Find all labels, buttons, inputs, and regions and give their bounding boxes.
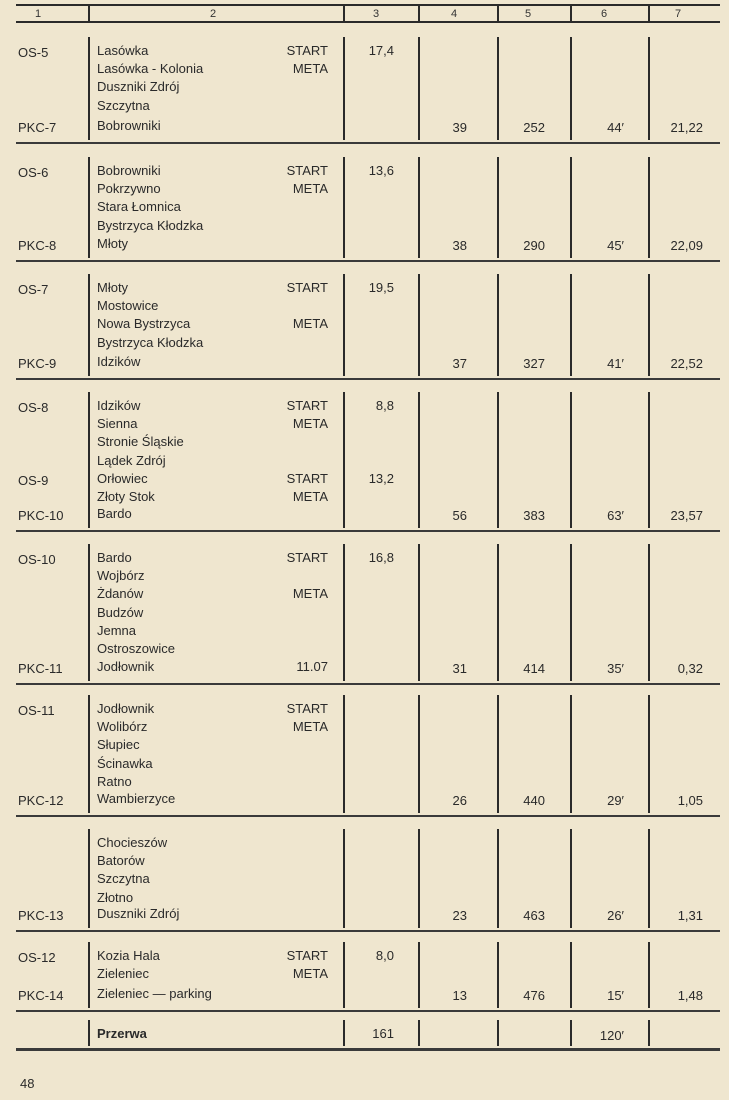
start-meta-label: META — [292, 966, 328, 982]
column-divider — [497, 392, 499, 528]
header-divider — [497, 5, 499, 22]
place-name: Szczytna — [97, 871, 150, 887]
column-divider — [343, 829, 345, 928]
header-divider — [418, 5, 420, 22]
start-meta-label: 11.07 — [296, 659, 328, 674]
column-divider — [88, 392, 90, 528]
column-divider — [570, 695, 572, 813]
section-rule — [16, 142, 720, 144]
place-name: Złoty Stok — [97, 489, 155, 504]
place-name: Przerwa — [97, 1026, 147, 1041]
place-name: Słupiec — [97, 737, 140, 753]
place-name: Idzików — [97, 354, 141, 369]
place-name: Młoty — [97, 236, 129, 251]
column-divider — [497, 157, 499, 258]
column-divider — [497, 274, 499, 376]
start-meta-label: META — [292, 416, 328, 432]
start-meta-label: START — [286, 398, 328, 413]
column-divider — [497, 1020, 499, 1046]
column-divider — [418, 829, 420, 928]
column-header-4: 4 — [451, 8, 458, 20]
place-name: Batorów — [97, 853, 145, 869]
column-divider — [570, 829, 572, 928]
place-name: Orłowiec — [97, 470, 148, 486]
place-name: Bystrzyca Kłodzka — [97, 334, 204, 350]
column-header-3: 3 — [373, 8, 380, 20]
start-meta-label: META — [292, 489, 328, 504]
place-name: Młoty — [97, 280, 129, 295]
column-divider — [88, 942, 90, 1008]
col5-value: 252 — [523, 120, 545, 135]
place-name: Bardo — [97, 550, 132, 565]
place-name: Mostowice — [97, 298, 159, 314]
column-divider — [648, 829, 650, 928]
column-divider — [418, 942, 420, 1008]
place-name: Chocieszów — [97, 835, 168, 850]
place-name: Nowa Bystrzyca — [97, 316, 191, 332]
stage-code: PKC-13 — [18, 908, 64, 923]
column-divider — [343, 37, 345, 140]
stage-code: OS-10 — [18, 552, 56, 567]
page-number: 48 — [20, 1076, 35, 1091]
start-meta-label: START — [286, 701, 328, 716]
place-name: Ratno — [97, 773, 132, 789]
column-header-5: 5 — [525, 8, 532, 20]
column-divider — [418, 695, 420, 813]
column-divider — [343, 695, 345, 813]
column-divider — [570, 157, 572, 258]
column-divider — [343, 392, 345, 528]
col4-value: 26 — [452, 793, 467, 808]
header-top-rule — [16, 4, 720, 6]
column-divider — [497, 695, 499, 813]
place-name: Żdanów — [97, 586, 144, 602]
column-divider — [418, 392, 420, 528]
place-name: Budzów — [97, 604, 144, 620]
col4-value: 13 — [452, 988, 467, 1003]
column-divider — [648, 1020, 650, 1046]
column-divider — [88, 695, 90, 813]
col4-value: 38 — [452, 238, 467, 253]
stage-code: OS-5 — [18, 45, 49, 60]
place-name: Jemna — [97, 622, 137, 638]
column-divider — [343, 157, 345, 258]
time-value: 35′ — [607, 661, 624, 676]
column-divider — [570, 1020, 572, 1046]
place-name: Złotno — [97, 889, 134, 905]
column-divider — [418, 1020, 420, 1046]
column-divider — [570, 544, 572, 681]
start-meta-label: START — [286, 280, 328, 295]
stage-code: PKC-14 — [18, 988, 64, 1003]
column-divider — [570, 274, 572, 376]
section-rule — [16, 815, 720, 817]
clock-value: 0,32 — [677, 661, 703, 676]
col4-value: 37 — [452, 356, 467, 371]
column-divider — [343, 1020, 345, 1046]
stage-code: OS-6 — [18, 165, 49, 180]
place-name: Stronie Śląskie — [97, 434, 184, 450]
place-name: Pokrzywno — [97, 181, 161, 197]
column-divider — [88, 274, 90, 376]
col5-value: 383 — [523, 508, 545, 523]
place-name: Bystrzyca Kłodzka — [97, 217, 204, 233]
stage-code: PKC-12 — [18, 793, 64, 808]
col5-value: 440 — [523, 793, 545, 808]
time-value: 44′ — [607, 120, 624, 135]
section-rule — [16, 378, 720, 380]
header-bottom-rule — [16, 21, 720, 23]
column-divider — [418, 274, 420, 376]
section-rule — [16, 683, 720, 685]
stage-code: PKC-8 — [18, 238, 57, 253]
column-divider — [570, 942, 572, 1008]
stage-code: OS-7 — [18, 282, 49, 297]
start-meta-label: META — [292, 719, 328, 735]
place-name: Zieleniec — parking — [97, 986, 212, 1001]
clock-value: 1,48 — [677, 988, 703, 1003]
start-meta-label: START — [286, 948, 328, 963]
section-rule — [16, 1010, 720, 1012]
col4-value: 39 — [452, 120, 467, 135]
column-divider — [648, 942, 650, 1008]
stage-code: OS-11 — [18, 703, 55, 718]
clock-value: 1,31 — [677, 908, 703, 923]
section-rule — [16, 930, 720, 932]
distance: 8,8 — [375, 398, 394, 413]
column-divider — [648, 37, 650, 140]
start-meta-label: META — [292, 181, 328, 197]
start-meta-label: META — [292, 316, 328, 332]
column-divider — [418, 37, 420, 140]
time-value: 63′ — [607, 508, 624, 523]
clock-value: 22,52 — [670, 356, 703, 371]
place-name: Lasówka - Kolonia — [97, 61, 204, 77]
column-divider — [88, 1020, 90, 1046]
column-divider — [343, 274, 345, 376]
start-meta-label: START — [286, 43, 328, 58]
start-meta-label: META — [292, 586, 328, 602]
column-divider — [88, 37, 90, 140]
distance: 17,4 — [368, 43, 394, 58]
section-rule — [16, 1048, 720, 1051]
column-divider — [497, 829, 499, 928]
place-name: Ścinawka — [97, 755, 153, 771]
start-meta-label: META — [292, 61, 328, 77]
place-name: Bobrowniki — [97, 163, 161, 178]
stage-code: PKC-10 — [18, 508, 64, 523]
column-divider — [88, 829, 90, 928]
time-value: 45′ — [607, 238, 624, 253]
place-name: Jodłownik — [97, 701, 155, 716]
place-name: Zieleniec — [97, 966, 150, 982]
column-divider — [648, 392, 650, 528]
distance: 13,6 — [368, 163, 394, 178]
col5-value: 414 — [523, 661, 545, 676]
place-name: Sienna — [97, 416, 138, 432]
place-name: Lądek Zdrój — [97, 452, 166, 468]
column-header-2: 2 — [210, 8, 217, 20]
place-name: Szczytna — [97, 97, 150, 113]
place-name: Duszniki Zdrój — [97, 79, 180, 95]
header-divider — [570, 5, 572, 22]
clock-value: 1,05 — [677, 793, 703, 808]
column-divider — [497, 942, 499, 1008]
column-divider — [570, 37, 572, 140]
column-divider — [648, 274, 650, 376]
place-name: Idzików — [97, 398, 141, 413]
column-divider — [648, 695, 650, 813]
section-rule — [16, 260, 720, 262]
col4-value: 23 — [452, 908, 467, 923]
time-value: 41′ — [607, 356, 624, 371]
header-divider — [648, 5, 650, 22]
column-divider — [418, 157, 420, 258]
clock-value: 22,09 — [670, 238, 703, 253]
column-header-1: 1 — [35, 8, 42, 20]
clock-value: 23,57 — [670, 508, 703, 523]
col5-value: 327 — [523, 356, 545, 371]
place-name: Stara Łomnica — [97, 199, 181, 215]
header-divider — [343, 5, 345, 22]
clock-value: 21,22 — [670, 120, 703, 135]
start-meta-label: START — [286, 470, 328, 486]
stage-code: OS-12 — [18, 950, 56, 965]
column-divider — [343, 544, 345, 681]
column-divider — [648, 157, 650, 258]
distance: 19,5 — [368, 280, 394, 295]
column-header-7: 7 — [675, 8, 682, 20]
col5-value: 463 — [523, 908, 545, 923]
column-header-6: 6 — [601, 8, 608, 20]
start-meta-label: START — [286, 163, 328, 178]
place-name: Wambierzyce — [97, 791, 176, 806]
column-divider — [418, 544, 420, 681]
column-divider — [88, 544, 90, 681]
place-name: Kozia Hala — [97, 948, 160, 963]
start-meta-label: START — [286, 550, 328, 565]
stage-code: OS-8 — [18, 400, 49, 415]
col4-value: 31 — [452, 661, 467, 676]
place-name: Bardo — [97, 506, 132, 521]
header-divider — [88, 5, 90, 22]
time-value: 15′ — [607, 988, 624, 1003]
column-divider — [497, 37, 499, 140]
distance: 16,8 — [368, 550, 394, 565]
column-divider — [497, 544, 499, 681]
time-value: 120′ — [599, 1028, 624, 1043]
section-rule — [16, 530, 720, 532]
place-name: Wolibórz — [97, 719, 148, 735]
stage-code: OS-9 — [18, 472, 49, 488]
place-name: Bobrowniki — [97, 118, 161, 133]
column-divider — [88, 157, 90, 258]
column-divider — [343, 942, 345, 1008]
time-value: 26′ — [607, 908, 624, 923]
stage-code: PKC-9 — [18, 356, 57, 371]
column-divider — [648, 544, 650, 681]
place-name: Duszniki Zdrój — [97, 906, 180, 921]
distance: 8,0 — [375, 948, 394, 963]
col4-value: 56 — [452, 508, 467, 523]
column-divider — [570, 392, 572, 528]
place-name: Lasówka — [97, 43, 149, 58]
distance: 13,2 — [368, 470, 394, 486]
distance: 161 — [372, 1026, 394, 1041]
place-name: Wojbórz — [97, 568, 145, 584]
time-value: 29′ — [607, 793, 624, 808]
place-name: Ostroszowice — [97, 641, 176, 656]
stage-code: PKC-7 — [18, 120, 57, 135]
col5-value: 290 — [523, 238, 545, 253]
place-name: Jodłownik — [97, 659, 155, 674]
stage-code: PKC-11 — [18, 661, 63, 676]
col5-value: 476 — [523, 988, 545, 1003]
